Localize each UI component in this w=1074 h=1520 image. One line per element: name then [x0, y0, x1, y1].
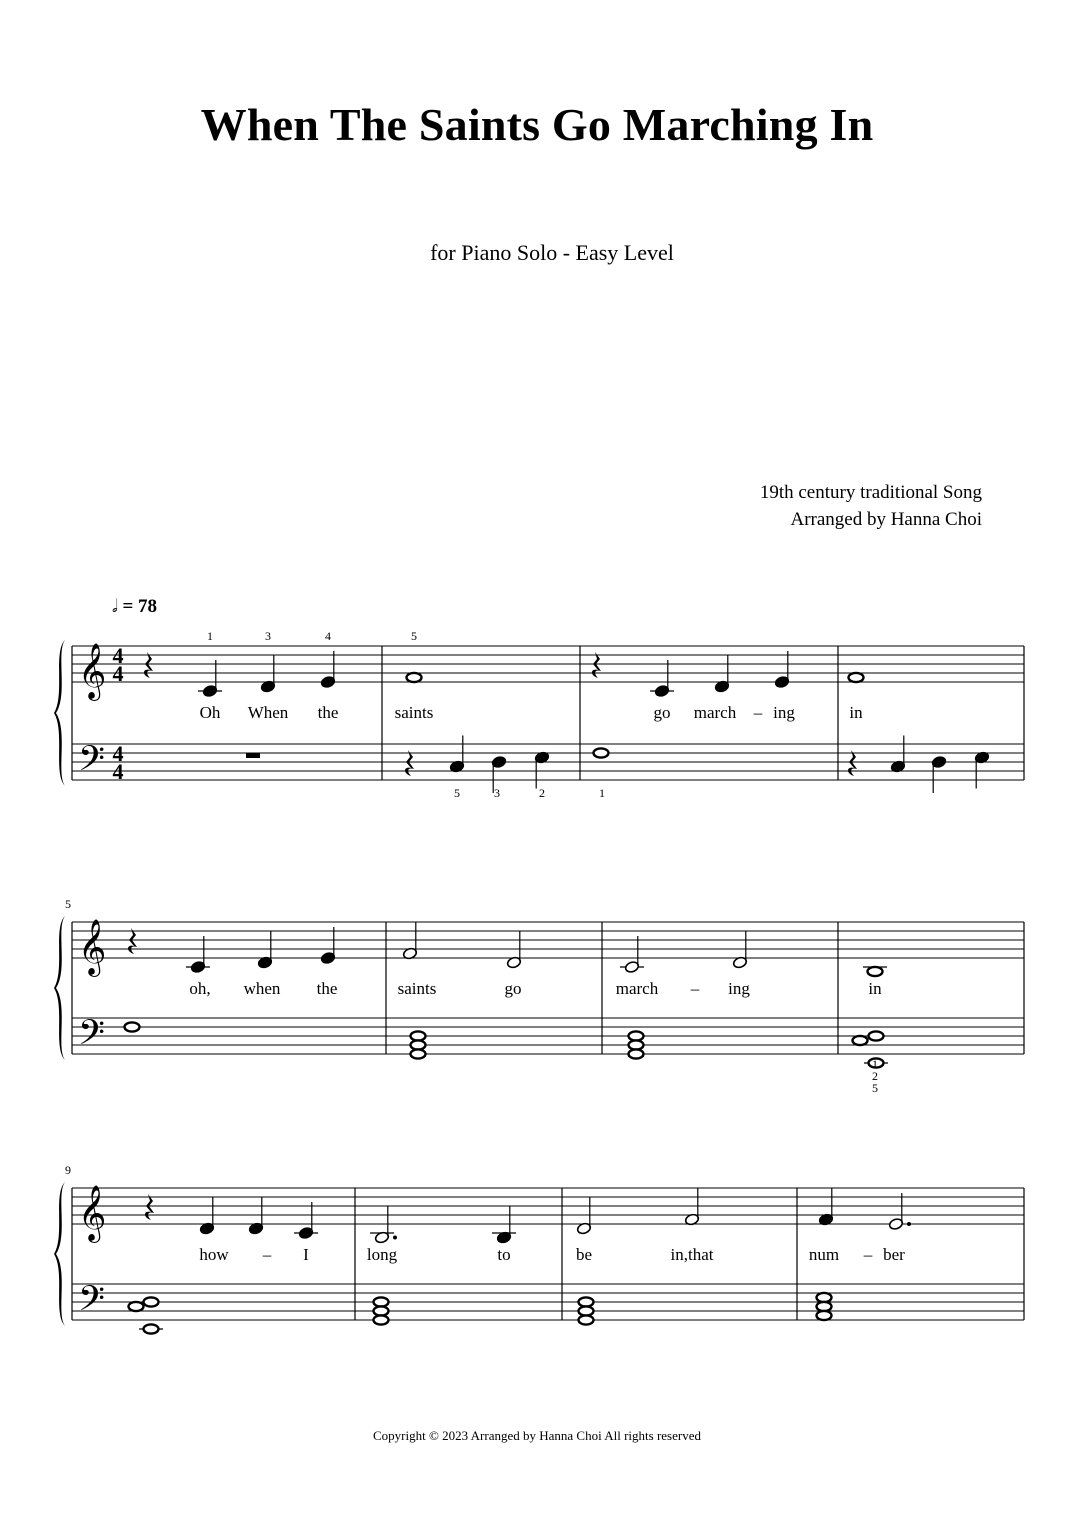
treble-clef-icon: 𝄞: [78, 645, 107, 698]
tempo-value: = 78: [122, 596, 158, 617]
lyric-syllable: in: [849, 703, 863, 722]
lyric-syllable: saints: [394, 703, 434, 722]
lyric-syllable: I: [303, 1245, 309, 1264]
fingering-number: 5: [872, 1081, 878, 1095]
quarter-rest-icon: [592, 652, 601, 678]
augmentation-dot: [907, 1222, 911, 1226]
treble-clef-icon: 𝄞: [78, 921, 107, 974]
fingering-number: 5: [411, 629, 417, 643]
lyric-syllable: Oh: [199, 703, 221, 722]
whole-rest-icon: [246, 753, 260, 758]
lyric-syllable: long: [366, 1245, 398, 1264]
fingering-number: 3: [265, 629, 271, 643]
note-head: [144, 1297, 159, 1306]
fingering-number: 3: [494, 786, 500, 800]
lyric-syllable: ber: [883, 1245, 905, 1264]
composer-credit: 19th century traditional Song: [759, 482, 982, 503]
brace: [54, 916, 65, 1060]
score-subtitle: for Piano Solo - Easy Level: [430, 240, 674, 265]
note-head: [374, 1315, 389, 1324]
lyric-syllable: –: [753, 703, 763, 722]
lyric-syllable: how: [199, 1245, 229, 1264]
time-signature-bottom: 4: [112, 661, 124, 686]
lyric-syllable: be: [575, 1245, 593, 1264]
note-head: [129, 1302, 144, 1311]
note-head: [411, 1049, 426, 1058]
time-signature-bottom: 4: [112, 759, 124, 784]
fingering-number: 4: [325, 629, 331, 643]
lyric-syllable: saints: [397, 979, 437, 998]
fingering-number: 2: [872, 1069, 878, 1083]
note-head: [868, 967, 883, 976]
note-head: [579, 1315, 594, 1324]
lyric-syllable: when: [243, 979, 281, 998]
arranger-credit: Arranged by Hanna Choi: [790, 509, 982, 530]
lyric-syllable: ing: [728, 979, 750, 998]
note-head: [629, 1049, 644, 1058]
lyric-syllable: march: [615, 979, 659, 998]
measure-number: 9: [65, 1163, 71, 1177]
time-signature-top: 4: [112, 741, 124, 766]
lyric-syllable: the: [316, 979, 338, 998]
lyric-syllable: in: [868, 979, 882, 998]
note-head: [144, 1324, 159, 1333]
lyric-syllable: march: [693, 703, 737, 722]
note-head: [853, 1036, 868, 1045]
quarter-rest-icon: [405, 750, 414, 776]
note-head: [125, 1022, 140, 1031]
lyric-syllable: –: [863, 1245, 873, 1264]
lyric-syllable: –: [262, 1245, 272, 1264]
note-head: [849, 673, 864, 682]
note-head: [817, 1311, 832, 1320]
quarter-rest-icon: [128, 928, 137, 954]
fingering-number: 1: [872, 1057, 878, 1071]
note-head: [407, 673, 422, 682]
lyric-syllable: oh,: [189, 979, 211, 998]
augmentation-dot: [393, 1236, 397, 1240]
lyric-syllable: –: [690, 979, 700, 998]
treble-clef-icon: 𝄞: [78, 1187, 107, 1240]
lyric-syllable: to: [497, 1245, 511, 1264]
quarter-rest-icon: [145, 1194, 154, 1220]
lyric-syllable: When: [247, 703, 289, 722]
score-title: When The Saints Go Marching In: [200, 99, 874, 150]
half-note-icon: 𝅗𝅥: [112, 596, 118, 616]
lyric-syllable: go: [653, 703, 671, 722]
quarter-rest-icon: [848, 750, 857, 776]
note-head: [594, 748, 609, 757]
fingering-number: 2: [539, 786, 545, 800]
brace: [54, 1182, 65, 1326]
lyric-syllable: the: [317, 703, 339, 722]
lyric-syllable: ing: [773, 703, 795, 722]
bass-clef-icon: 𝄢: [78, 1281, 106, 1327]
fingering-number: 5: [454, 786, 460, 800]
note-head: [869, 1031, 884, 1040]
time-signature-top: 4: [112, 643, 124, 668]
lyric-syllable: in,that: [670, 1245, 714, 1264]
lyric-syllable: go: [504, 979, 522, 998]
bass-clef-icon: 𝄢: [78, 1015, 106, 1061]
measure-number: 5: [65, 897, 71, 911]
fingering-number: 1: [207, 629, 213, 643]
lyric-syllable: num: [808, 1245, 840, 1264]
fingering-number: 1: [599, 786, 605, 800]
copyright-notice: Copyright © 2023 Arranged by Hanna Choi All rights reserved: [373, 1428, 701, 1443]
quarter-rest-icon: [144, 652, 153, 678]
bass-clef-icon: 𝄢: [78, 741, 106, 787]
brace: [54, 640, 65, 786]
